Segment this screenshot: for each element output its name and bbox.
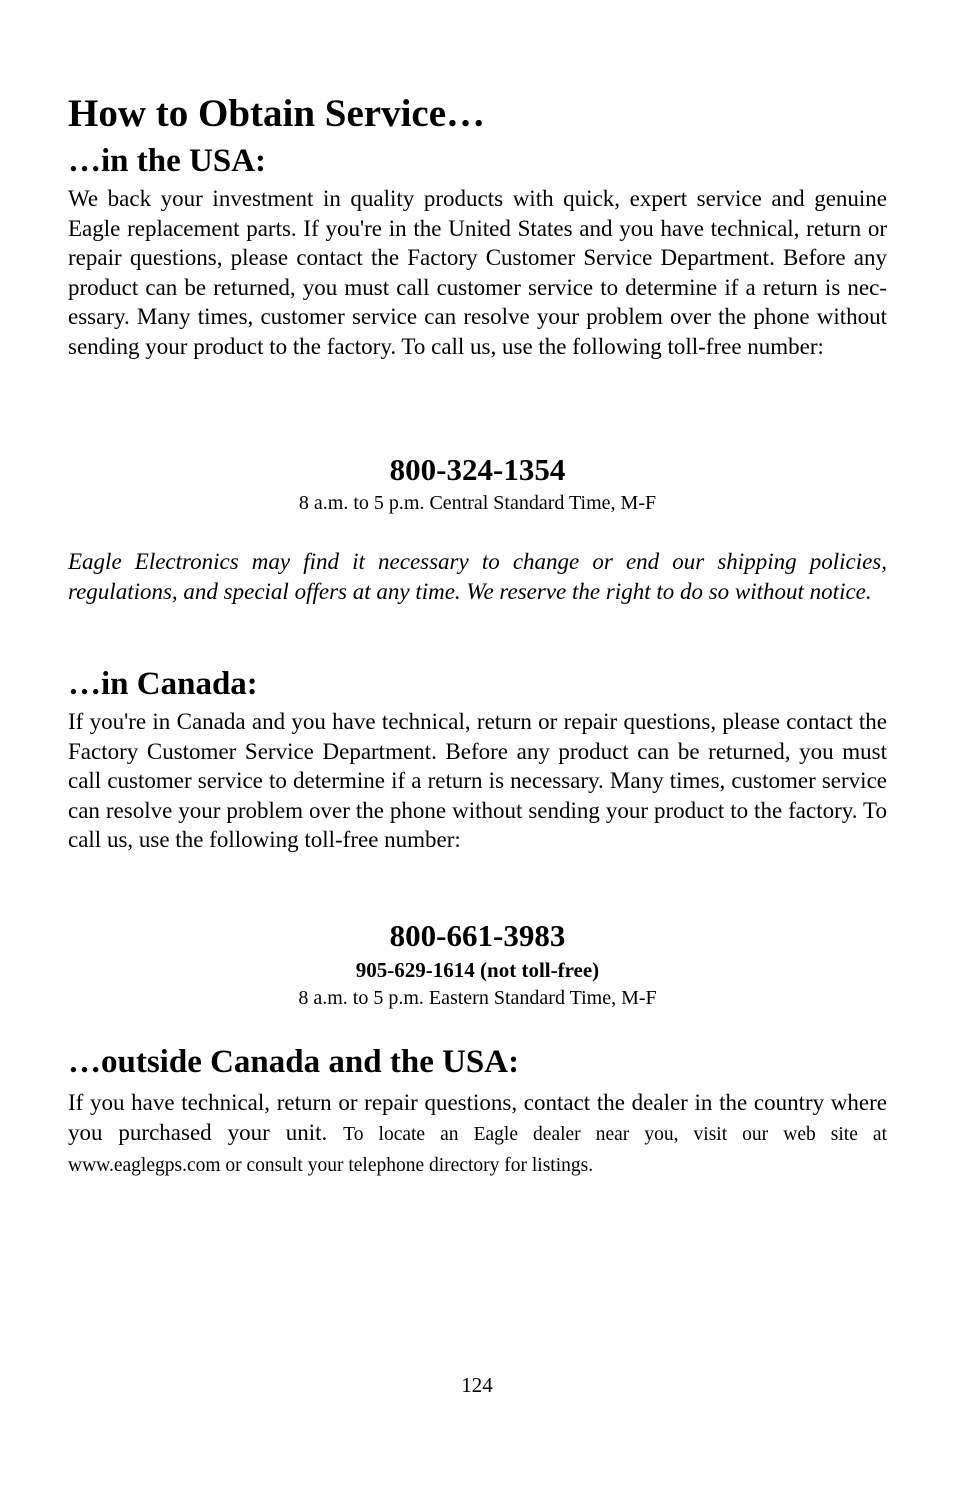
outside-body [68, 1088, 887, 1181]
canada-body: If you're in Canada and you have technical, return or repair questions, please contact the Factory Customer Service Department. Before any product can be returned, you must call customer service to determine if a return is necessary. Many times, customer service can resolve your problem over the phone without sending your product to the factory. To call us, use the following toll-free number: [68, 709, 887, 852]
page-number: 124 [461, 1373, 493, 1397]
outside-body-small: To locate an Eagle dealer near you, visit our web site at www.eaglegps.com or consult your telephone directory for listings. [68, 1123, 887, 1176]
usa-hours: 8 a.m. to 5 p.m. Central Standard Time, M-F [298, 492, 657, 514]
usa-notice: Eagle Electronics may find it necessary to change or end our shipping policies, regulations, and special offers at any time. We reserve the right to do so without notice. [68, 549, 887, 604]
page-title: How to Obtain Service… [68, 92, 486, 135]
outside-heading: …outside Canada and the USA: [68, 1044, 520, 1080]
canada-phone: 800-661-3983 [389, 918, 566, 953]
canada-alt-phone: 905-629-1614 (not toll-free) [355, 958, 600, 982]
usa-phone: 800-324-1354 [389, 452, 566, 487]
outside-body-main: If you have technical, return or repair questions, contact the dealer in the country where you purchased your unit. [68, 1090, 887, 1145]
usa-heading: …in the USA: [68, 143, 267, 179]
usa-body: We back your investment in quality products with quick, expert service and genuine Eagle replacement parts. If you're in the United States and you have technical, return or repair questions, please contact the Factory Customer Service Department. Before any product can be returned, you must call customer service to determine if a return is necessary. Many times, customer service can resolve your problem over the phone without sending your product to the factory. To call us, use the following toll-free number: [68, 186, 887, 359]
canada-heading: …in Canada: [68, 666, 258, 702]
canada-hours: 8 a.m. to 5 p.m. Eastern Standard Time, M-F [298, 987, 657, 1009]
